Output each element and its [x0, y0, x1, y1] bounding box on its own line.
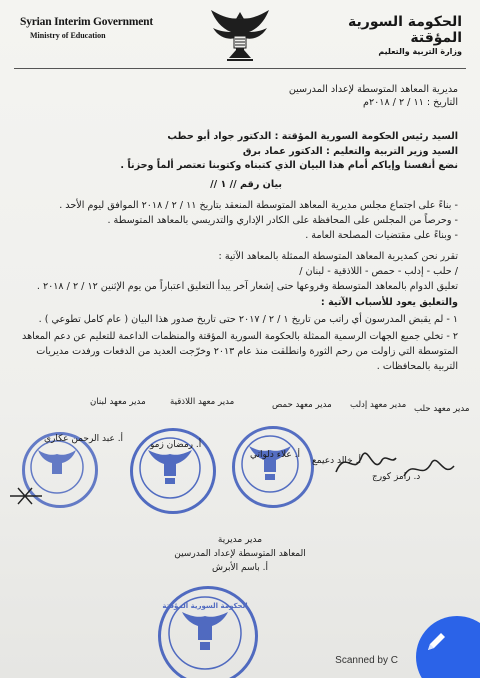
reason-2b: المتوسطة التي زاولت من رحم الثورة وانطلقت منذ عام ٢٠١٣ وخرّجت العديد من الدفعات ورفدت مديريات: [36, 346, 458, 357]
directorate-line: مديرية المعاهد المتوسطة لإعداد المدرسين: [288, 84, 458, 95]
statement-title: بيان رقم // ١ //: [210, 179, 282, 190]
point-3: - وبناءً على مقتضيات المصلحة العامة .: [305, 230, 458, 241]
point-2: - وحرصاً من المجلس على المحافظة على الكادر الإداري والتدريسي بالمعاهد المتوسطة .: [107, 215, 458, 226]
scanner-watermark: Scanned by C: [335, 655, 398, 666]
date-line: التاريخ : ١١ / ٢ / ٢٠١٨م: [363, 97, 458, 108]
signatory-title: مدير معهد اللاذقية: [170, 397, 235, 407]
header-en-title: Syrian Interim Government: [20, 16, 153, 28]
signatory-title: مدير معهد إدلب: [350, 400, 407, 410]
decision-line-1: تقرر نحن كمديرية المعاهد المتوسطة الممثلة بالمعاهد الآتية :: [218, 251, 458, 262]
cities-line: / حلب - إدلب - حمص - اللاذقية - لبنان /: [299, 266, 458, 277]
signatory-name: أ. عبد الرحمن عكاري: [44, 434, 124, 444]
director-stamp: [158, 586, 258, 678]
addressee-minister: السيد وزير التربية والتعليم : الدكتور عماد برق: [242, 146, 458, 157]
eagle-emblem-icon: [207, 6, 273, 66]
signatory-name: د. رامز كورج: [372, 472, 421, 482]
director-org: المعاهد المتوسطة لإعداد المدرسين: [174, 549, 306, 559]
reason-2a: ٢ - تخلي جميع الجهات الرسمية الممثلة بالحكومة السورية المؤقتة والمنظمات الداعمة للتعليم عن دعم المعاهد: [22, 331, 458, 342]
signature-scribble: [396, 446, 460, 492]
pencil-icon: [422, 628, 450, 656]
stamp-text: الحكومة السورية المؤقتة: [162, 602, 248, 610]
header-ar-title: الحكومة السورية المؤقتة: [348, 14, 462, 46]
official-stamp: [232, 426, 314, 508]
addressee-pm: السيد رئيس الحكومة السورية المؤقتة : الدكتور جواد أبو حطب: [167, 131, 458, 142]
header-ar-subtitle: وزارة التربية والتعليم: [378, 47, 462, 56]
point-1: - بناءً على اجتماع مجلس مديرية المعاهد المتوسطة المنعقد بتاريخ ١١ / ٢ / ٢٠١٨ الموافق ليوم الأحد .: [59, 200, 458, 211]
decision-line-2: تعليق الدوام بالمعاهد المتوسطة وفروعها حتى إشعار آخر يبدأ التعليق اعتباراً من يوم الإثنين ١٢ / ٢ / ٢٠١٨ .: [36, 281, 458, 292]
director-name: أ. باسم الأبرش: [212, 563, 268, 573]
signatory-name: أ. رمضان زمو: [150, 440, 202, 450]
header-en-subtitle: Ministry of Education: [30, 31, 106, 40]
signatory-name: أ. خالد دعيمع: [312, 456, 361, 466]
header-divider: [14, 68, 466, 69]
director-title: مدير مديرية: [217, 535, 263, 545]
signatory-title: مدير معهد حلب: [414, 404, 470, 414]
header-arabic: [312, 14, 462, 56]
reason-1: ١ - لم يقبض المدرسون أي راتب من تاريخ ١ / ٢ / ٢٠١٧ حتى تاريخ صدور هذا البيان ( عام كامل تطوعي ) .: [38, 314, 458, 325]
reason-2c: التربية بالمحافظات .: [376, 361, 458, 372]
signatory-name: أ. علاء دلواتي: [250, 450, 300, 460]
opening-line: نضع أنفسنا وإياكم أمام هذا البيان الذي كتبناه وكتوبنا تعتصر ألماً وحزناً .: [120, 160, 458, 171]
signature-scribble: [8, 484, 48, 508]
signatory-title: مدير معهد لبنان: [90, 397, 146, 407]
signatory-title: مدير معهد حمص: [272, 400, 332, 410]
reasons-title: والتعليق يعود للأسباب الآتية :: [320, 297, 458, 308]
header-english: [20, 16, 180, 40]
